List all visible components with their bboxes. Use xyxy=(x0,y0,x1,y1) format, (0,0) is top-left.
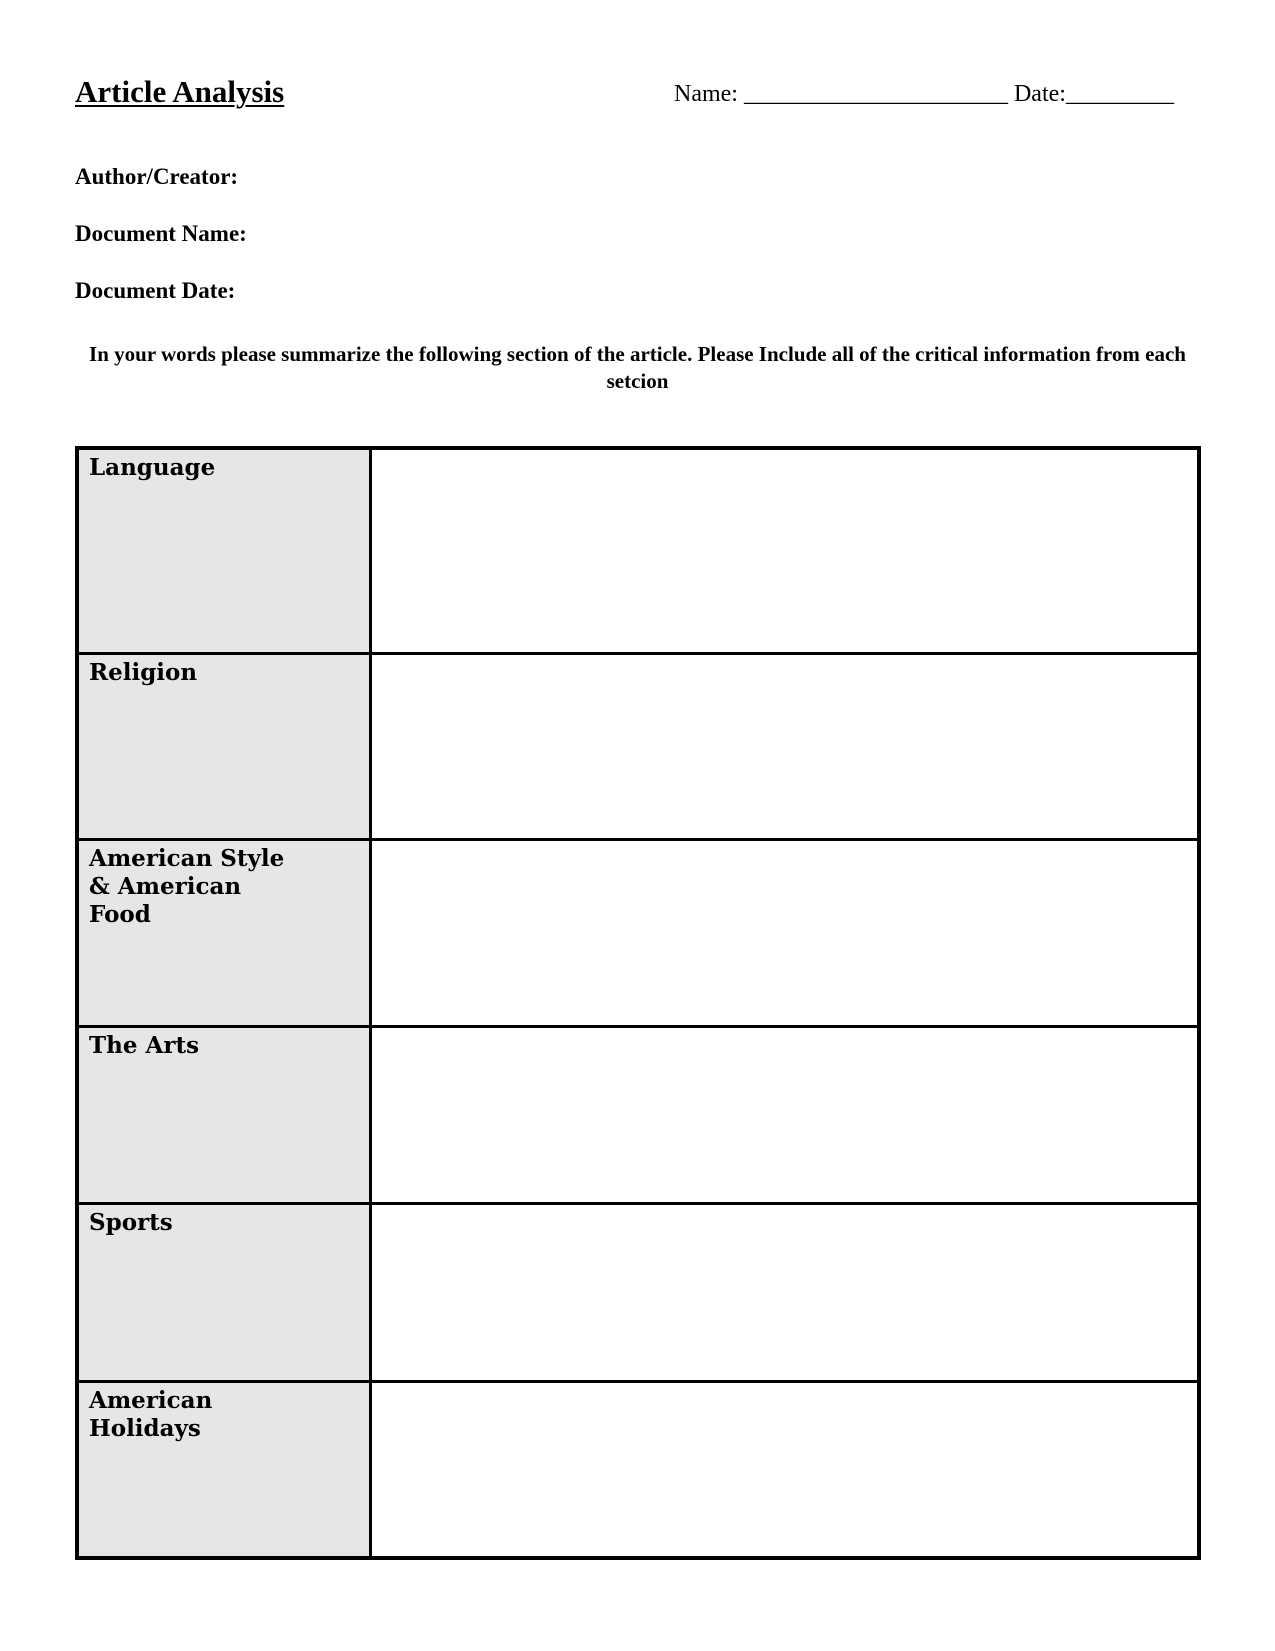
row-label-language: Language xyxy=(77,448,370,653)
table-row xyxy=(77,448,1199,653)
row-label-american-holidays: American Holidays xyxy=(77,1381,370,1558)
table-row xyxy=(77,1026,1199,1203)
page-title: Article Analysis xyxy=(75,74,285,109)
row-label-sports: Sports xyxy=(77,1203,370,1381)
name-date-line[interactable]: Name: ______________________ Date:_________ xyxy=(674,81,1174,107)
table-row xyxy=(77,1203,1199,1381)
instructions-text: In your words please summarize the following section of the article. Please Include all of the critical information from each setcion xyxy=(89,342,1186,393)
document-date-field: Document Date: xyxy=(75,278,236,303)
row-label-religion: Religion xyxy=(77,653,370,839)
table-row xyxy=(77,1381,1199,1558)
answer-cell-american-style-food[interactable] xyxy=(370,839,1199,1026)
summary-table xyxy=(75,446,1201,1560)
author-field: Author/Creator: xyxy=(75,164,239,189)
document-name-field: Document Name: xyxy=(75,221,247,246)
table-row xyxy=(77,839,1199,1026)
answer-cell-the-arts[interactable] xyxy=(370,1026,1199,1203)
answer-cell-language[interactable] xyxy=(370,448,1199,653)
answer-cell-sports[interactable] xyxy=(370,1203,1199,1381)
table-row xyxy=(77,653,1199,839)
row-label-the-arts: The Arts xyxy=(77,1026,370,1203)
row-label-american-style-food: American Style & American Food xyxy=(77,839,370,1026)
answer-cell-american-holidays[interactable] xyxy=(370,1381,1199,1558)
answer-cell-religion[interactable] xyxy=(370,653,1199,839)
